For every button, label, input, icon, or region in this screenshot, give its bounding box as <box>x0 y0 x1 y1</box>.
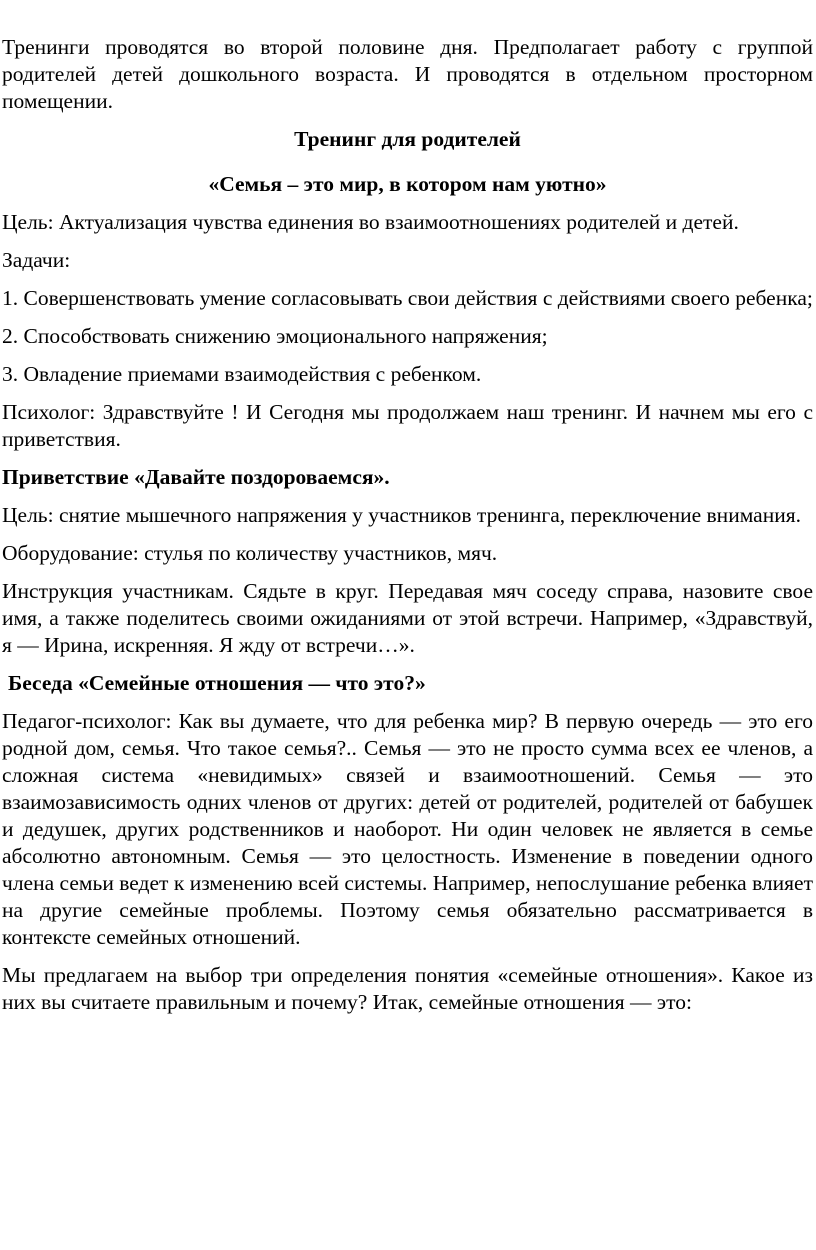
goal-paragraph: Цель: Актуализация чувства единения во взаимоотношениях родителей и детей. <box>2 210 739 234</box>
greeting-section-heading: Приветствие «Давайте поздороваемся». <box>2 465 390 489</box>
definitions-paragraph: Мы предлагаем на выбор три определения понятия «семейные отношения». Какое из них вы считаете правильным и почему? Итак, семейные отношения — это: <box>2 963 813 1014</box>
instruction-paragraph: Инструкция участникам. Сядьте в круг. Передавая мяч соседу справа, назовите свое имя, а также поделитесь своими ожиданиями от этой встречи. Например, «Здравствуй, я — Ирина, искренняя. Я жду от встречи…». <box>2 579 813 657</box>
document-page <box>2 34 813 1027</box>
training-subtitle: «Семья – это мир, в котором нам уютно» <box>208 172 607 196</box>
task-item: 2. Способствовать снижению эмоционального напряжения; <box>2 324 548 348</box>
greeting-goal-paragraph: Цель: снятие мышечного напряжения у участников тренинга, переключение внимания. <box>2 503 801 527</box>
equipment-paragraph: Оборудование: стулья по количеству участников, мяч. <box>2 541 498 565</box>
training-title: Тренинг для родителей <box>294 127 521 151</box>
conversation-paragraph: Педагог-психолог: Как вы думаете, что для ребенка мир? В первую очередь — это его родной дом, семья. Что такое семья?.. Семья — это не просто сумма всех ее членов, а сложная система «невидимых» связей и взаимоотношений. Семья — это взаимозависимость одних членов от других: детей от родителей, родителей от бабушек и дедушек, других родственников и наоборот. Ни один человек не является в семье абсолютно автономным. Семья — это целостность. Изменение в поведении одного члена семьи ведет к изменению всей системы. Например, непослушание ребенка влияет на другие семейные проблемы. Поэтому семья обязательно рассматривается в контексте семейных отношений. <box>2 709 813 949</box>
task-item: 3. Овладение приемами взаимодействия с ребенком. <box>2 362 482 386</box>
intro-paragraph: Тренинги проводятся во второй половине дня. Предполагает работу с группой родителей детей дошкольного возраста. И проводятся в отдельном просторном помещении. <box>2 35 813 113</box>
task-item: 1. Совершенствовать умение согласовывать свои действия с действиями своего ребенка; <box>2 286 813 310</box>
conversation-section-heading: Беседа «Семейные отношения — что это?» <box>8 671 426 695</box>
tasks-heading: Задачи: <box>2 248 71 272</box>
psychologist-greeting-paragraph: Психолог: Здравствуйте ! И Сегодня мы продолжаем наш тренинг. И начнем мы его с приветствия. <box>2 400 813 451</box>
